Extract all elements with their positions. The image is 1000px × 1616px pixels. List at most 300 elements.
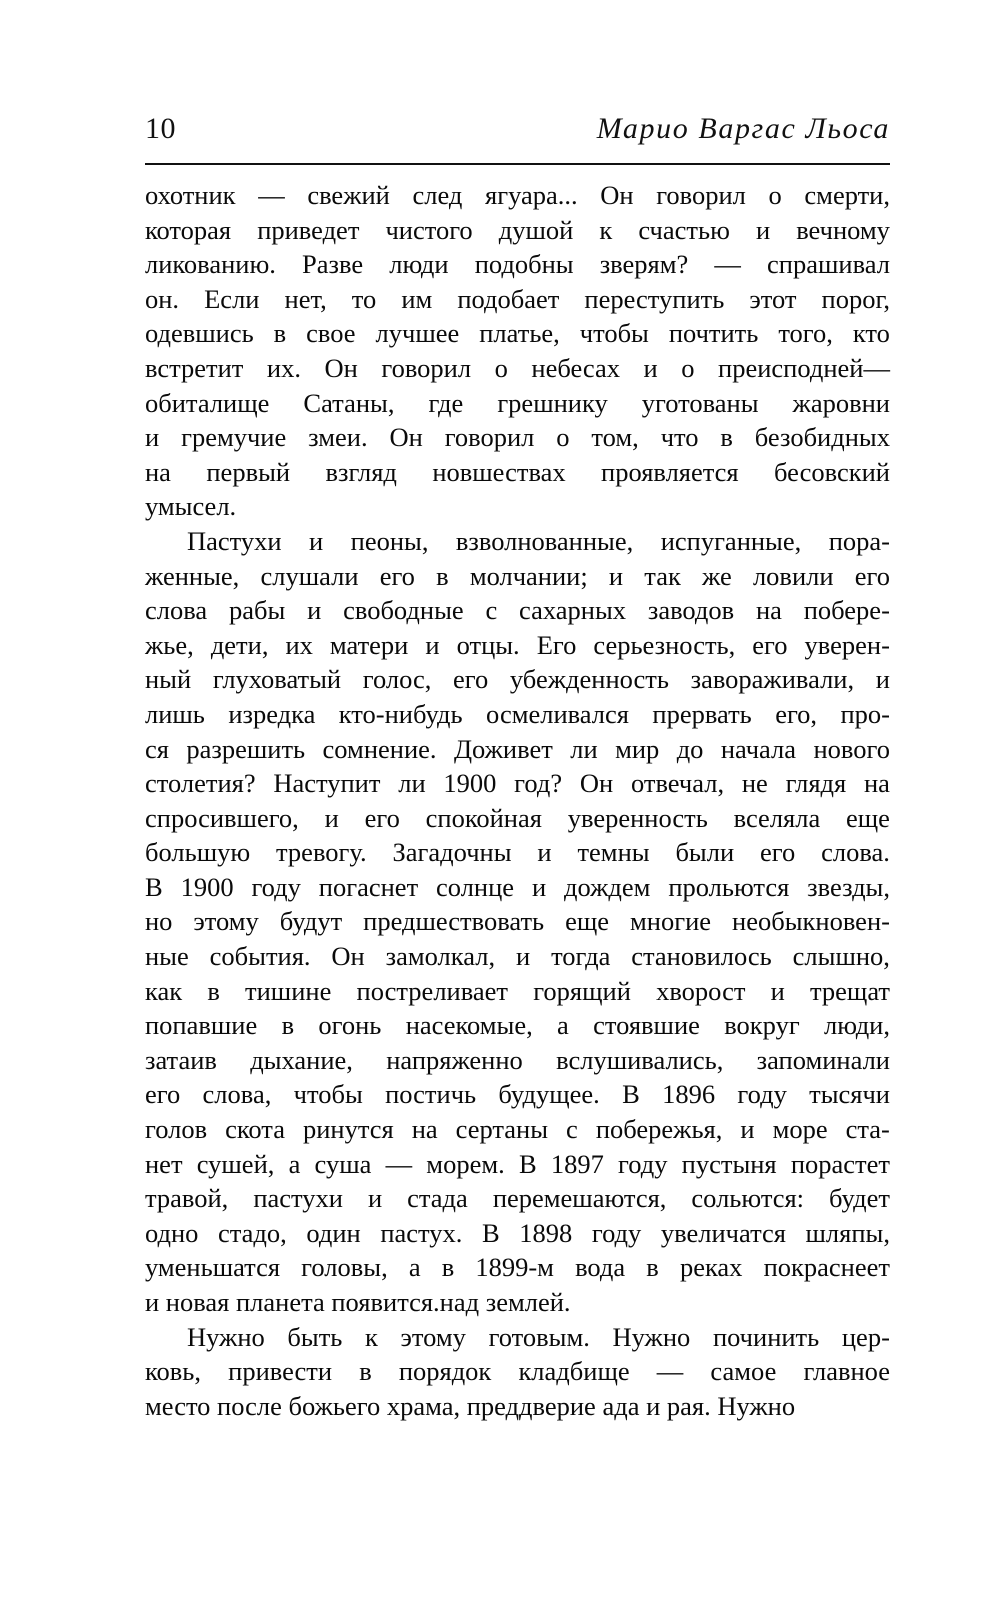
word: привести (228, 1356, 333, 1387)
word: о (681, 352, 695, 383)
word: будущее. (498, 1079, 600, 1110)
word: на (411, 1114, 438, 1145)
word: сушей, (196, 1148, 275, 1179)
word: уготованы (641, 387, 759, 418)
text-line: место после божьего храма, преддверие ада и рая. Нужно (145, 1390, 796, 1421)
word: Сатаны, (303, 387, 395, 418)
word: лучшее (375, 318, 460, 349)
word: нового (813, 733, 890, 764)
word: в (436, 560, 449, 591)
word: его (854, 560, 890, 591)
text-line (145, 904, 890, 939)
header-divider-rule (145, 163, 890, 165)
word: его (145, 1079, 181, 1110)
word: стада (407, 1183, 468, 1214)
word: Если (204, 283, 260, 314)
word: преисподней— (718, 352, 890, 383)
word: дети, (210, 629, 269, 660)
word: чтобы (293, 1079, 363, 1110)
word: с (566, 1114, 578, 1145)
word: многие (630, 906, 712, 937)
word: становилось (631, 941, 772, 972)
word: чтобы (579, 318, 649, 349)
word: кто-нибудь (338, 698, 463, 729)
word: порог, (821, 283, 890, 314)
word: большую (145, 837, 251, 868)
word: молчании; (469, 560, 588, 591)
word: стоявшие (593, 1010, 700, 1041)
word: же (702, 560, 732, 591)
word: году (591, 1217, 642, 1248)
running-head-author: Марио Варгас Льоса (596, 112, 890, 145)
word: в (720, 422, 733, 453)
text-line (145, 1320, 890, 1355)
body-text (145, 178, 893, 1423)
text-line (145, 1112, 890, 1147)
word: свое (306, 318, 356, 349)
word: замолкал, (385, 941, 496, 972)
word: почтить (668, 318, 759, 349)
text-line (145, 524, 890, 559)
word: в (359, 1356, 372, 1387)
word: постреливает (356, 975, 508, 1006)
word: пустыня (681, 1148, 777, 1179)
word: напряженно (386, 1044, 523, 1075)
word: затаив (145, 1044, 217, 1075)
word: 1900 (180, 871, 234, 902)
word: ковь, (145, 1356, 202, 1387)
word: и (531, 871, 547, 902)
word: и (740, 1114, 755, 1145)
word: где (428, 387, 464, 418)
word: обиталище (145, 387, 270, 418)
word: реках (679, 1252, 743, 1283)
word: слова. (821, 837, 890, 868)
word: хворост (656, 975, 746, 1006)
word: и (755, 214, 771, 245)
word: и (608, 560, 624, 591)
word: вселяла (733, 802, 821, 833)
word: приведет (257, 214, 360, 245)
text-line (145, 801, 890, 836)
word: нет, (284, 283, 327, 314)
word: испуганные, (660, 525, 802, 556)
word: тогда (551, 941, 611, 972)
word: и (537, 837, 552, 868)
text-line (145, 213, 890, 248)
word: слышно, (792, 941, 890, 972)
word: след (412, 180, 463, 210)
word: прервать (652, 698, 752, 729)
word: шляпы, (805, 1217, 890, 1248)
word: его (379, 560, 415, 591)
word: и (309, 525, 324, 556)
word: уверен- (804, 629, 890, 660)
word: нет (145, 1148, 183, 1179)
word: его (752, 629, 788, 660)
word: о (556, 422, 570, 453)
word: так (644, 560, 681, 591)
text-line (145, 939, 890, 974)
word: ся (145, 733, 169, 764)
word: начала (720, 733, 797, 764)
word: Разве (302, 249, 364, 280)
word: говорил (656, 180, 746, 210)
word: Он (324, 352, 358, 383)
word: морем. (426, 1148, 505, 1179)
word: его, (775, 698, 818, 729)
word: кладбище (518, 1356, 630, 1387)
word: уверенность (567, 802, 708, 833)
word: то (351, 283, 377, 314)
word: которая (145, 214, 232, 245)
word: свежий (307, 180, 390, 210)
word: его (760, 837, 796, 868)
word: тысячи (809, 1079, 890, 1110)
word: женные, (145, 560, 240, 591)
word: травой, (145, 1183, 229, 1214)
word: горящий (533, 975, 631, 1006)
text-line (145, 835, 890, 870)
word: заводов (647, 595, 735, 626)
word: Его (536, 629, 577, 660)
word: были (675, 837, 735, 868)
word: душой (498, 214, 574, 245)
word: скота (225, 1114, 285, 1145)
word: Он (600, 180, 634, 210)
word: этому (400, 1321, 466, 1352)
word: про- (840, 698, 890, 729)
word: и (425, 629, 440, 660)
word: к (365, 1321, 378, 1352)
word: его (364, 802, 400, 833)
word: еще (846, 802, 890, 833)
word: безобидных (754, 422, 890, 453)
word: отвечал, (630, 768, 725, 799)
word: его (453, 664, 489, 695)
word: и (875, 664, 890, 695)
word: и (367, 1183, 383, 1214)
word: самое (710, 1356, 777, 1387)
word: переступить (584, 283, 725, 314)
word: слушали (260, 560, 359, 591)
word: гремучие (181, 422, 287, 453)
word: вокруг (724, 1010, 800, 1041)
word: В (622, 1079, 640, 1110)
text-line (145, 1077, 890, 1112)
word: сомнение. (322, 733, 437, 764)
word: стадо, (218, 1217, 287, 1248)
word: запоминали (756, 1044, 890, 1075)
word: столетия? (145, 768, 256, 799)
text-line (145, 1147, 890, 1182)
word: сахарных (519, 595, 627, 626)
word: этот (749, 283, 797, 314)
word: подобает (457, 283, 560, 314)
word: слова, (202, 1079, 272, 1110)
text-line (145, 282, 890, 317)
word: жаровни (792, 387, 890, 418)
text-line: умысел. (145, 491, 237, 522)
word: пора- (828, 525, 890, 556)
word: покраснеет (763, 1252, 890, 1283)
word: змеи. (308, 422, 368, 453)
word: а (408, 1252, 421, 1283)
word: спрашивал (767, 249, 890, 280)
word: и (145, 422, 160, 453)
word: и (643, 352, 658, 383)
text-line (145, 697, 890, 732)
text-line (145, 974, 890, 1009)
word: говорил (444, 422, 535, 453)
word: солнце (436, 871, 515, 902)
word: прольются (668, 871, 790, 902)
word: спросившего, (145, 802, 299, 833)
word: отцы. (456, 629, 520, 660)
word: мир (615, 733, 660, 764)
word: смерти, (804, 180, 890, 210)
word: ягуара... (485, 180, 578, 210)
text-line (145, 732, 890, 767)
text-line (145, 351, 890, 386)
word: завораживали, (690, 664, 855, 695)
word: счастью (638, 214, 730, 245)
word: говорил (381, 352, 472, 383)
word: уменьшатся (145, 1252, 281, 1283)
word: 1899-м (475, 1252, 554, 1283)
word: и (324, 802, 339, 833)
word: что (660, 422, 699, 453)
word: Наступит (273, 768, 381, 799)
word: он. (145, 283, 180, 314)
word: пастух. (380, 1217, 463, 1248)
word: люди, (824, 1010, 890, 1041)
word: платье, (479, 318, 560, 349)
word: и (307, 595, 322, 626)
text-line (145, 1008, 890, 1043)
word: суша (314, 1148, 372, 1179)
paragraph (145, 178, 893, 524)
word: чистого (385, 214, 473, 245)
word: В (481, 1217, 500, 1248)
word: 1897 (550, 1148, 604, 1179)
word: им (401, 283, 433, 314)
word: дыхание, (250, 1044, 353, 1075)
word: их (285, 629, 313, 660)
word: тишине (245, 975, 332, 1006)
running-head (145, 112, 890, 158)
word: взгляд (325, 456, 397, 487)
word: на (863, 768, 890, 799)
word: починить (712, 1321, 820, 1352)
word: году (618, 1148, 668, 1179)
word: году (737, 1079, 787, 1110)
text-line (145, 1250, 890, 1285)
text-line (145, 247, 890, 282)
word: темны (577, 837, 650, 868)
text-line (145, 559, 890, 594)
word: в (441, 1252, 455, 1283)
word: глуховатый (212, 664, 342, 695)
word: встретит (145, 352, 244, 383)
word: сертаны (455, 1114, 549, 1145)
word: проявляется (601, 456, 739, 487)
word: — (714, 249, 741, 280)
word: небесах (531, 352, 620, 383)
word: Он (579, 768, 614, 799)
word: а (557, 1010, 569, 1041)
word: в (281, 1010, 295, 1041)
word: бесовский (774, 456, 890, 487)
word: убежденность (509, 664, 669, 695)
word: одевшись (145, 318, 254, 349)
text-line (145, 455, 890, 490)
word: тревогу. (276, 837, 367, 868)
word: Он (331, 941, 365, 972)
word: в (207, 975, 220, 1006)
word: насекомые, (405, 1010, 533, 1041)
word: будут (279, 906, 343, 937)
word: ный (145, 664, 192, 695)
word: один (306, 1217, 361, 1248)
word: предшествовать (363, 906, 545, 937)
word: звезды, (807, 871, 890, 902)
text-line (145, 420, 890, 455)
text-line (145, 628, 890, 663)
word: осмеливался (486, 698, 629, 729)
word: попавшие (145, 1010, 258, 1041)
word: — (258, 180, 285, 210)
word: пеоны, (350, 525, 429, 556)
word: сольются: (691, 1183, 805, 1214)
word: Нужно (612, 1321, 691, 1352)
word: спокойная (425, 802, 542, 833)
word: увеличатся (660, 1217, 786, 1248)
word: в (273, 318, 287, 349)
text-line (145, 316, 890, 351)
text-line (145, 593, 890, 628)
word: ринутся (302, 1114, 394, 1145)
word: на (145, 456, 171, 487)
word: их. (266, 352, 301, 383)
word: огонь (318, 1010, 382, 1041)
word: этому (193, 906, 259, 937)
word: вечному (796, 214, 890, 245)
paragraph (145, 1320, 893, 1424)
text-line (145, 386, 890, 421)
word: зверям? (599, 249, 689, 280)
word: ловили (752, 560, 834, 591)
word: Загадочны (392, 837, 512, 868)
word: лишь (145, 698, 205, 729)
word: В (518, 1148, 537, 1179)
word: погаснет (318, 871, 419, 902)
word: кто (852, 318, 890, 349)
word: грешнику (497, 387, 608, 418)
word: трещат (810, 975, 890, 1006)
word: головы, (301, 1252, 388, 1283)
word: побере- (803, 595, 890, 626)
word: В (145, 871, 163, 902)
word: год? (514, 768, 563, 799)
word: ные (145, 941, 189, 972)
text-line (145, 662, 890, 697)
word: рабы (228, 595, 286, 626)
text-line (145, 1216, 890, 1251)
text-line (145, 766, 890, 801)
word: того, (778, 318, 833, 349)
word: пастухи (253, 1183, 343, 1214)
word: дождем (564, 871, 651, 902)
word: серьезность, (593, 629, 736, 660)
word: 1898 (519, 1217, 573, 1248)
word: том, (591, 422, 639, 453)
text-line (145, 1043, 890, 1078)
word: о (768, 180, 782, 210)
word: голов (145, 1114, 208, 1145)
word: матери (329, 629, 409, 660)
word: подобны (474, 249, 574, 280)
word: голос, (362, 664, 432, 695)
word: Пастухи (187, 525, 282, 556)
word: глядя (785, 768, 847, 799)
page-number: 10 (145, 112, 176, 145)
word: порядок (398, 1356, 492, 1387)
text-line (145, 1354, 890, 1389)
word: главное (803, 1356, 890, 1387)
text-line: и новая планета появится.над землей. (145, 1287, 571, 1317)
text-line (145, 1181, 890, 1216)
word: свободные (343, 595, 464, 626)
word: не (741, 768, 768, 799)
word: первый (206, 456, 291, 487)
word: году (251, 871, 301, 902)
word: — (385, 1148, 413, 1179)
word: события. (209, 941, 311, 972)
word: люди (389, 249, 449, 280)
word: готовым. (488, 1321, 590, 1352)
word: с (485, 595, 498, 626)
word: как (145, 975, 183, 1006)
text-line (145, 178, 890, 213)
paragraph (145, 524, 893, 1320)
word: о (494, 352, 508, 383)
word: до (676, 733, 704, 764)
word: Нужно (187, 1321, 265, 1352)
word: ли (398, 768, 426, 799)
word: Доживет (453, 733, 553, 764)
word: охотник (145, 180, 236, 210)
word: перемешаются, (492, 1183, 667, 1214)
word: будет (829, 1183, 890, 1214)
word: — (656, 1356, 684, 1387)
word: еще (565, 906, 610, 937)
word: слова (145, 595, 208, 626)
word: жье, (145, 629, 194, 660)
word: новшествах (432, 456, 566, 487)
word: а (288, 1148, 301, 1179)
word: и (515, 941, 531, 972)
word: и (770, 975, 785, 1006)
word: ста- (845, 1114, 890, 1145)
word: море (772, 1114, 828, 1145)
word: к (599, 214, 613, 245)
word: взволнованные, (455, 525, 634, 556)
word: разрешить (186, 733, 306, 764)
text-line (145, 870, 890, 905)
word: одно (145, 1217, 199, 1248)
word: 1900 (443, 768, 497, 799)
